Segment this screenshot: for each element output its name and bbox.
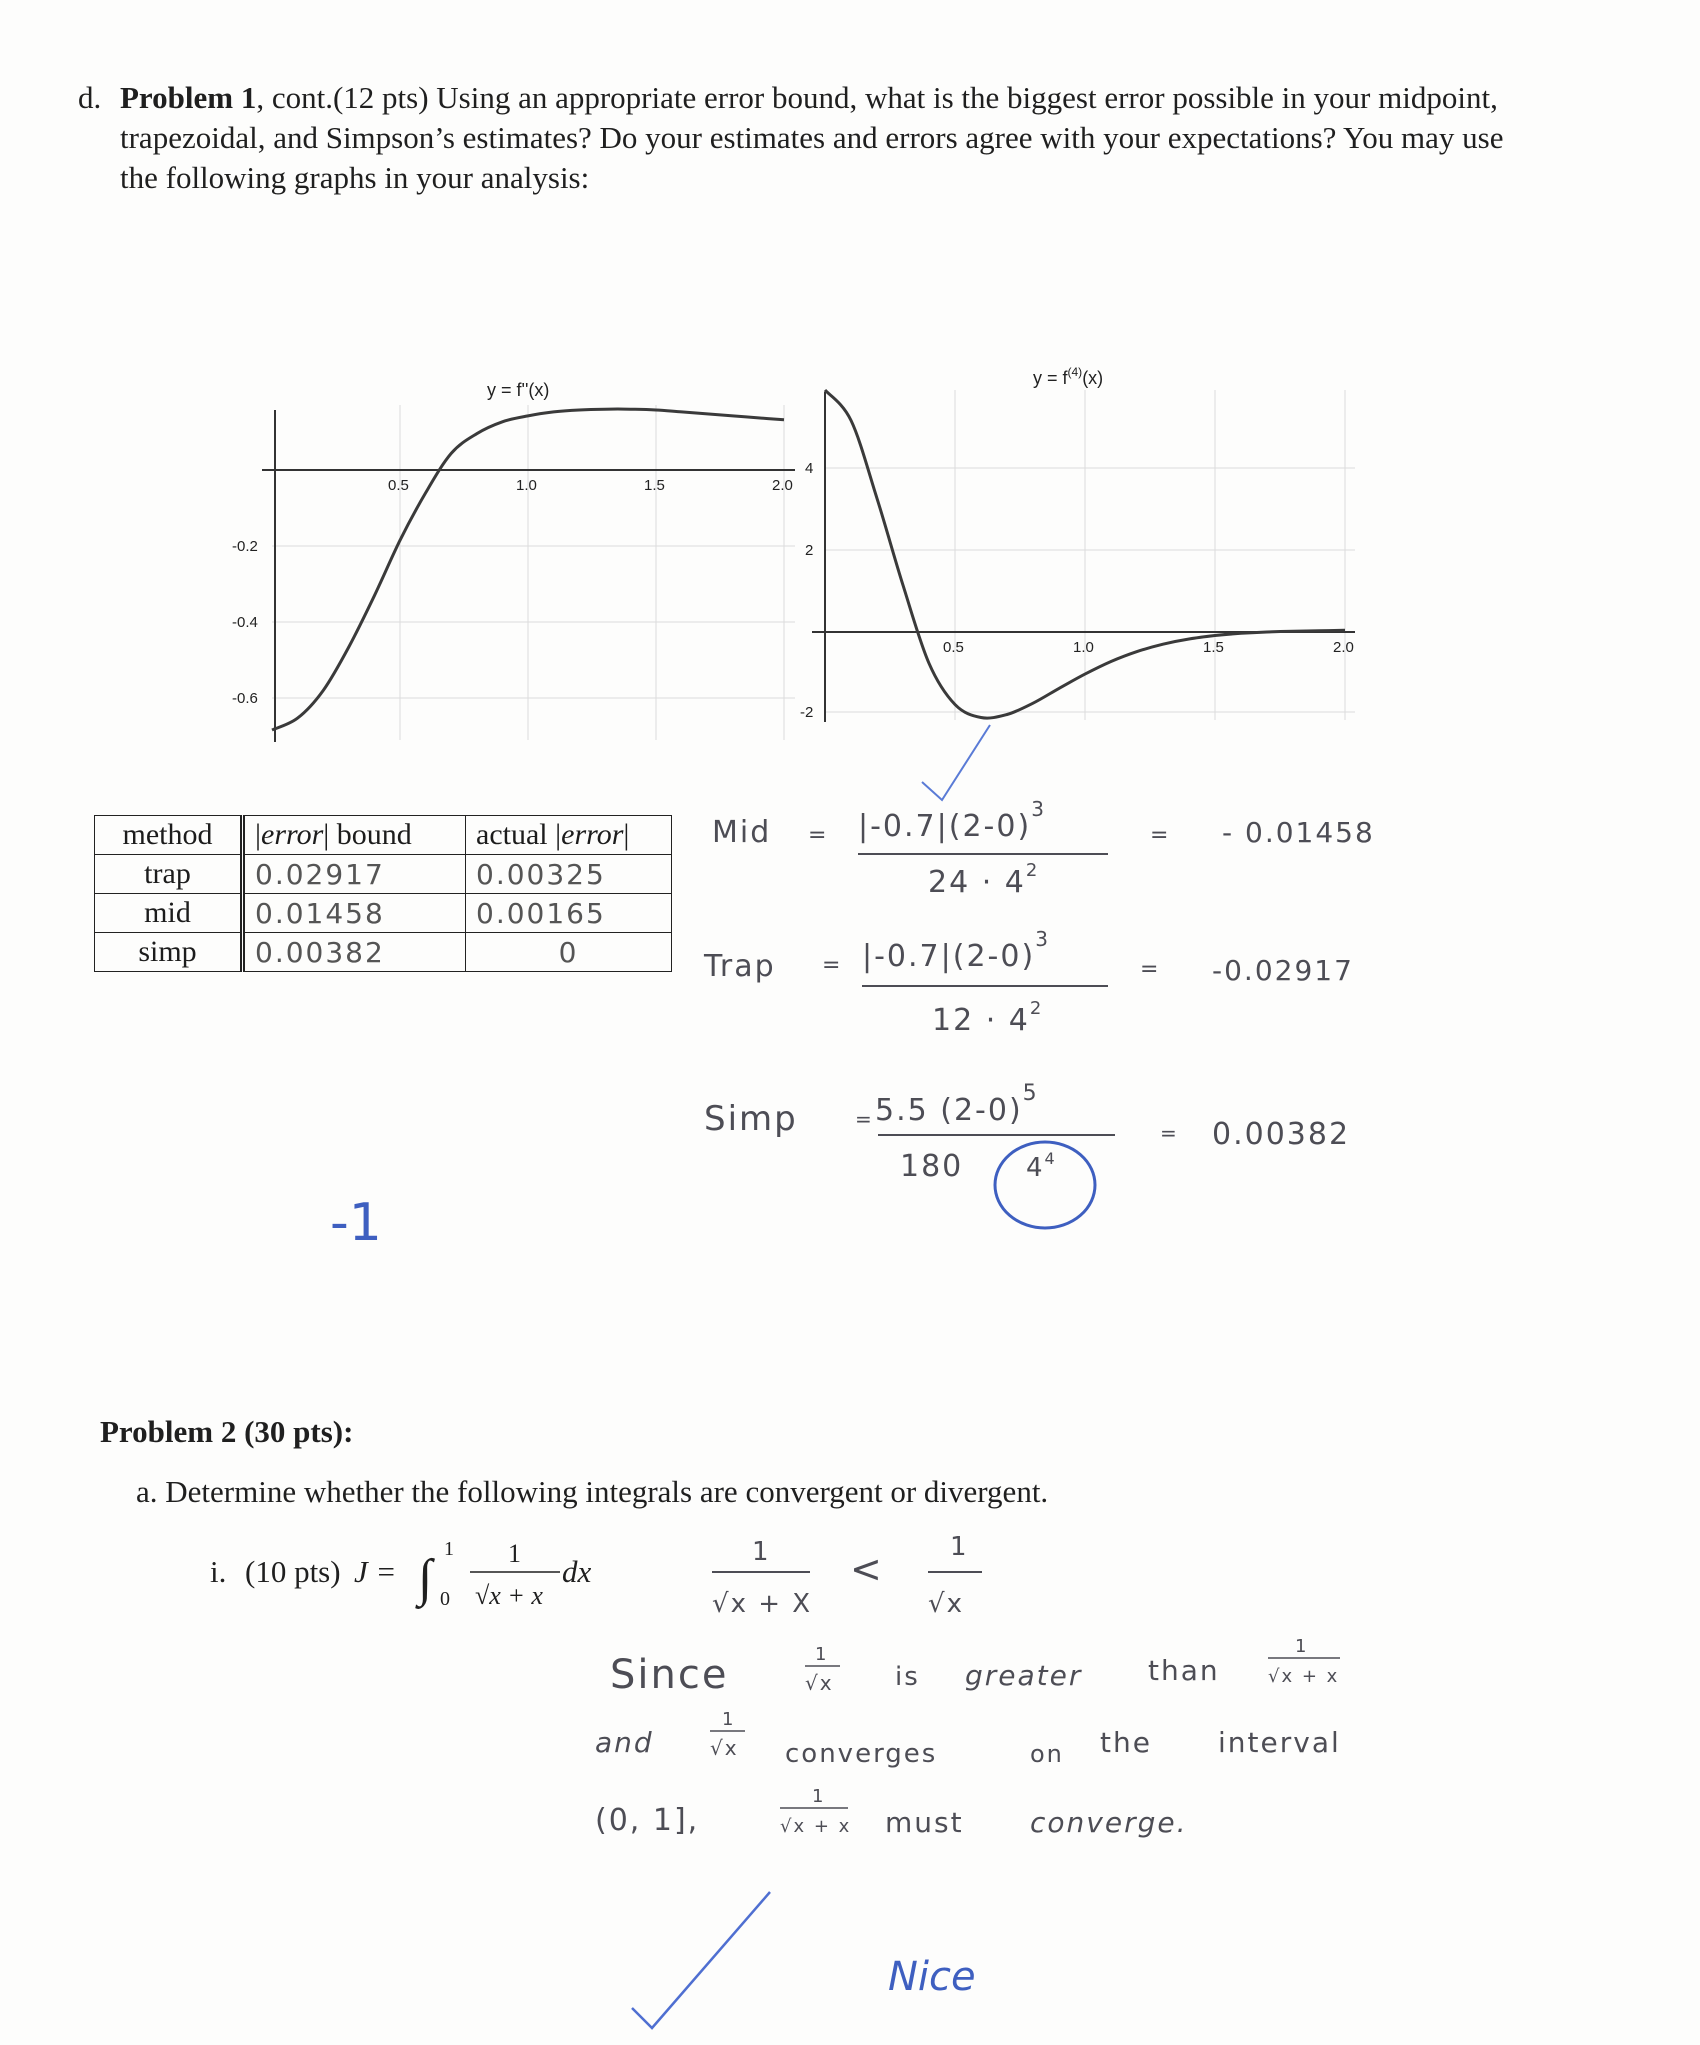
frac-x: √x — [710, 1736, 739, 1760]
question-points: (12 pts) — [332, 80, 429, 115]
integral-lower: 0 — [440, 1588, 450, 1610]
c1-y-tick: -0.4 — [232, 614, 258, 631]
ans-converge: converge. — [1030, 1806, 1188, 1839]
header-bound: |error| bound — [243, 816, 466, 855]
mid-label: Mid — [712, 815, 772, 850]
frac-xx: √x + x — [1268, 1666, 1340, 1687]
frac-xx: √x + x — [780, 1816, 852, 1837]
row-bound: 0.00382 — [243, 933, 466, 972]
equals-sign: = — [1160, 1121, 1179, 1145]
problem2-math-and-answer — [0, 1500, 1700, 2045]
c2-y-tick: -2 — [800, 704, 814, 721]
frac-one: 1 — [1295, 1636, 1309, 1657]
c2-title: $y = f^{(4)}(x)$ — [1033, 365, 1104, 388]
cmp-right-den: √x — [928, 1589, 964, 1619]
problem2-part-a: a. Determine whether the following integrals are convergent or divergent. — [136, 1474, 1049, 1509]
simp-denominator-b: $4^4$ — [1026, 1149, 1057, 1183]
c1-x-tick: 1.0 — [516, 477, 537, 494]
ans-on: on — [1030, 1740, 1064, 1768]
simp-denominator: 180 — [900, 1149, 964, 1184]
c2-x-tick: 1.5 — [1203, 639, 1224, 656]
trap-denominator: $12 \cdot 4^2$ — [932, 998, 1044, 1038]
row-method: trap — [95, 855, 243, 894]
equals-sign: = — [808, 823, 829, 848]
cmp-left-num: 1 — [752, 1537, 771, 1567]
c1-x-tick: 1.5 — [644, 477, 665, 494]
ans-is: is — [895, 1662, 920, 1692]
frac-one: 1 — [812, 1786, 826, 1807]
equals-sign: = — [1140, 957, 1161, 982]
ans-and: and — [595, 1726, 654, 1759]
question-label: d. — [78, 80, 102, 115]
integral-lhs: J = — [354, 1554, 397, 1589]
simp-numerator: 5.5 $(2-0)^5$ — [875, 1081, 1039, 1128]
simp-result: 0.00382 — [1212, 1117, 1351, 1152]
row-bound: 0.02917 — [243, 855, 466, 894]
integrand-num: 1 — [508, 1539, 521, 1568]
c2-y-tick: 4 — [805, 460, 814, 477]
question-cont: , cont. — [256, 80, 333, 115]
c2-y-tick: 2 — [805, 542, 814, 559]
row-actual: 0.00325 — [466, 855, 672, 894]
mid-result: - 0.01458 — [1222, 816, 1375, 849]
ans-than: than — [1148, 1654, 1220, 1687]
part-i-label: i. — [210, 1554, 227, 1589]
cmp-sign: < — [850, 1547, 884, 1591]
row-method: mid — [95, 894, 243, 933]
header-method: method — [95, 816, 243, 855]
problem2-heading: Problem 2 (30 pts): — [100, 1414, 354, 1449]
row-actual: 0.00165 — [466, 894, 672, 933]
trap-label: Trap — [704, 949, 776, 984]
row-actual: 0 — [466, 933, 672, 972]
c1-title: y = f''(x) — [487, 380, 550, 400]
mid-numerator: $|-0.7|(2-0)^3$ — [858, 797, 1046, 844]
c1-x-tick: 2.0 — [772, 477, 793, 494]
question-title: Problem 1 — [120, 80, 257, 115]
check-mark — [922, 725, 990, 800]
integrand-den: √x + x — [475, 1581, 543, 1610]
row-method: simp — [95, 933, 243, 972]
c2-x-tick: 2.0 — [1333, 639, 1354, 656]
header-actual: actual |error| — [466, 816, 672, 855]
simp-label: Simp — [704, 1099, 798, 1139]
ans-greater: greater — [965, 1659, 1083, 1692]
c1-y-tick: -0.6 — [232, 690, 258, 707]
big-check-mark — [632, 1892, 770, 2028]
frac-one: 1 — [815, 1644, 829, 1665]
trap-numerator: $|-0.7|(2-0)^3$ — [862, 927, 1050, 974]
c2-x-tick: 1.0 — [1073, 639, 1094, 656]
mid-denominator: $24 \cdot 4^2$ — [928, 860, 1040, 900]
part-i-points: (10 pts) — [245, 1554, 341, 1589]
c1-y-tick: -0.2 — [232, 538, 258, 555]
ans-interval: interval — [1218, 1726, 1341, 1759]
integral-dx: dx — [562, 1554, 592, 1589]
ans-must: must — [885, 1806, 964, 1839]
frac-x: √x — [805, 1671, 834, 1695]
trap-result: -0.02917 — [1212, 954, 1354, 987]
equals-sign: = — [822, 953, 843, 978]
equals-sign: = — [855, 1107, 874, 1131]
integral-sign: ∫ — [418, 1550, 433, 1607]
equals-sign: = — [1150, 823, 1171, 848]
integral-upper: 1 — [444, 1538, 454, 1560]
ans-since: Since — [610, 1652, 729, 1698]
c2-x-tick: 0.5 — [943, 639, 964, 656]
grader-mark: -1 — [330, 1193, 382, 1253]
frac-one: 1 — [722, 1709, 736, 1730]
feedback-nice: Nice — [888, 1954, 976, 2000]
cmp-right-num: 1 — [950, 1532, 969, 1562]
row-bound: 0.01458 — [243, 894, 466, 933]
cmp-left-den: √x + X — [712, 1589, 813, 1619]
c1-x-tick: 0.5 — [388, 477, 409, 494]
ans-converges: converges — [785, 1739, 938, 1769]
question-text: Using an appropriate error bound, what is the biggest error possible in your midpoint, trapezoidal, and Simpson’s estimates? Do your estimates and errors agree with your expectations? You may use the following graphs in your analysis: — [120, 80, 1504, 195]
ans-the: the — [1100, 1726, 1152, 1759]
ans-interval-range: (0, 1], — [595, 1803, 700, 1838]
